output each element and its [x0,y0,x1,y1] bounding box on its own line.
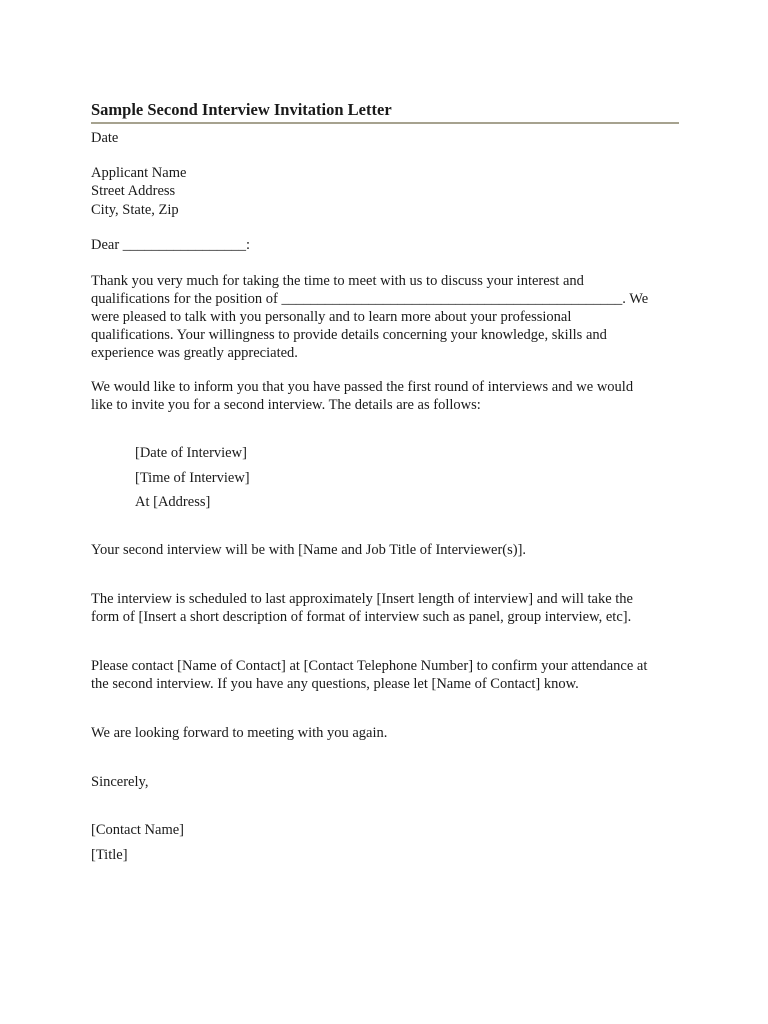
paragraph-closing-remark: We are looking forward to meeting with you again. [91,725,388,741]
paragraph-interviewer: Your second interview will be with [Name and Job Title of Interviewer(s)]. [91,542,527,558]
paragraph-line: Thank you very much for taking the time to meet with us to discuss your interest and [91,273,584,289]
paragraph-line: We would like to inform you that you have passed the first round of interviews and we would [91,379,634,395]
paragraph-line: qualifications. Your willingness to provide details concerning your knowledge, skills and [91,327,607,343]
paragraph-line: the second interview. If you have any questions, please let [Name of Contact] know. [91,676,579,692]
paragraph-line: qualifications for the position of _______________________________________________. We [91,291,649,307]
interview-time: [Time of Interview] [135,470,250,486]
letter-title: Sample Second Interview Invitation Letter [91,99,679,124]
interview-date: [Date of Interview] [135,445,247,461]
paragraph-line: The interview is scheduled to last approximately [Insert length of interview] and will take the [91,591,633,607]
paragraph-invitation [91,378,679,414]
signature-name: [Contact Name] [91,822,185,838]
street-address: Street Address [91,183,176,199]
paragraph-line: form of [Insert a short description of format of interview such as panel, group interview, etc]. [91,609,632,625]
paragraph-line: experience was greatly appreciated. [91,345,298,361]
paragraph-thank-you [91,272,679,362]
city-state-zip: City, State, Zip [91,202,179,218]
paragraph-contact [91,657,679,693]
date-label: Date [91,130,119,146]
applicant-name: Applicant Name [91,165,187,181]
closing: Sincerely, [91,774,149,790]
interview-address: At [Address] [135,494,211,510]
salutation: Dear _________________: [91,237,251,253]
paragraph-line: were pleased to talk with you personally and to learn more about your professional [91,309,572,325]
paragraph-line: like to invite you for a second interview. The details are as follows: [91,397,481,413]
paragraph-line: Please contact [Name of Contact] at [Contact Telephone Number] to confirm your attendance at [91,658,648,674]
signature-title: [Title] [91,847,128,863]
paragraph-schedule [91,590,679,626]
